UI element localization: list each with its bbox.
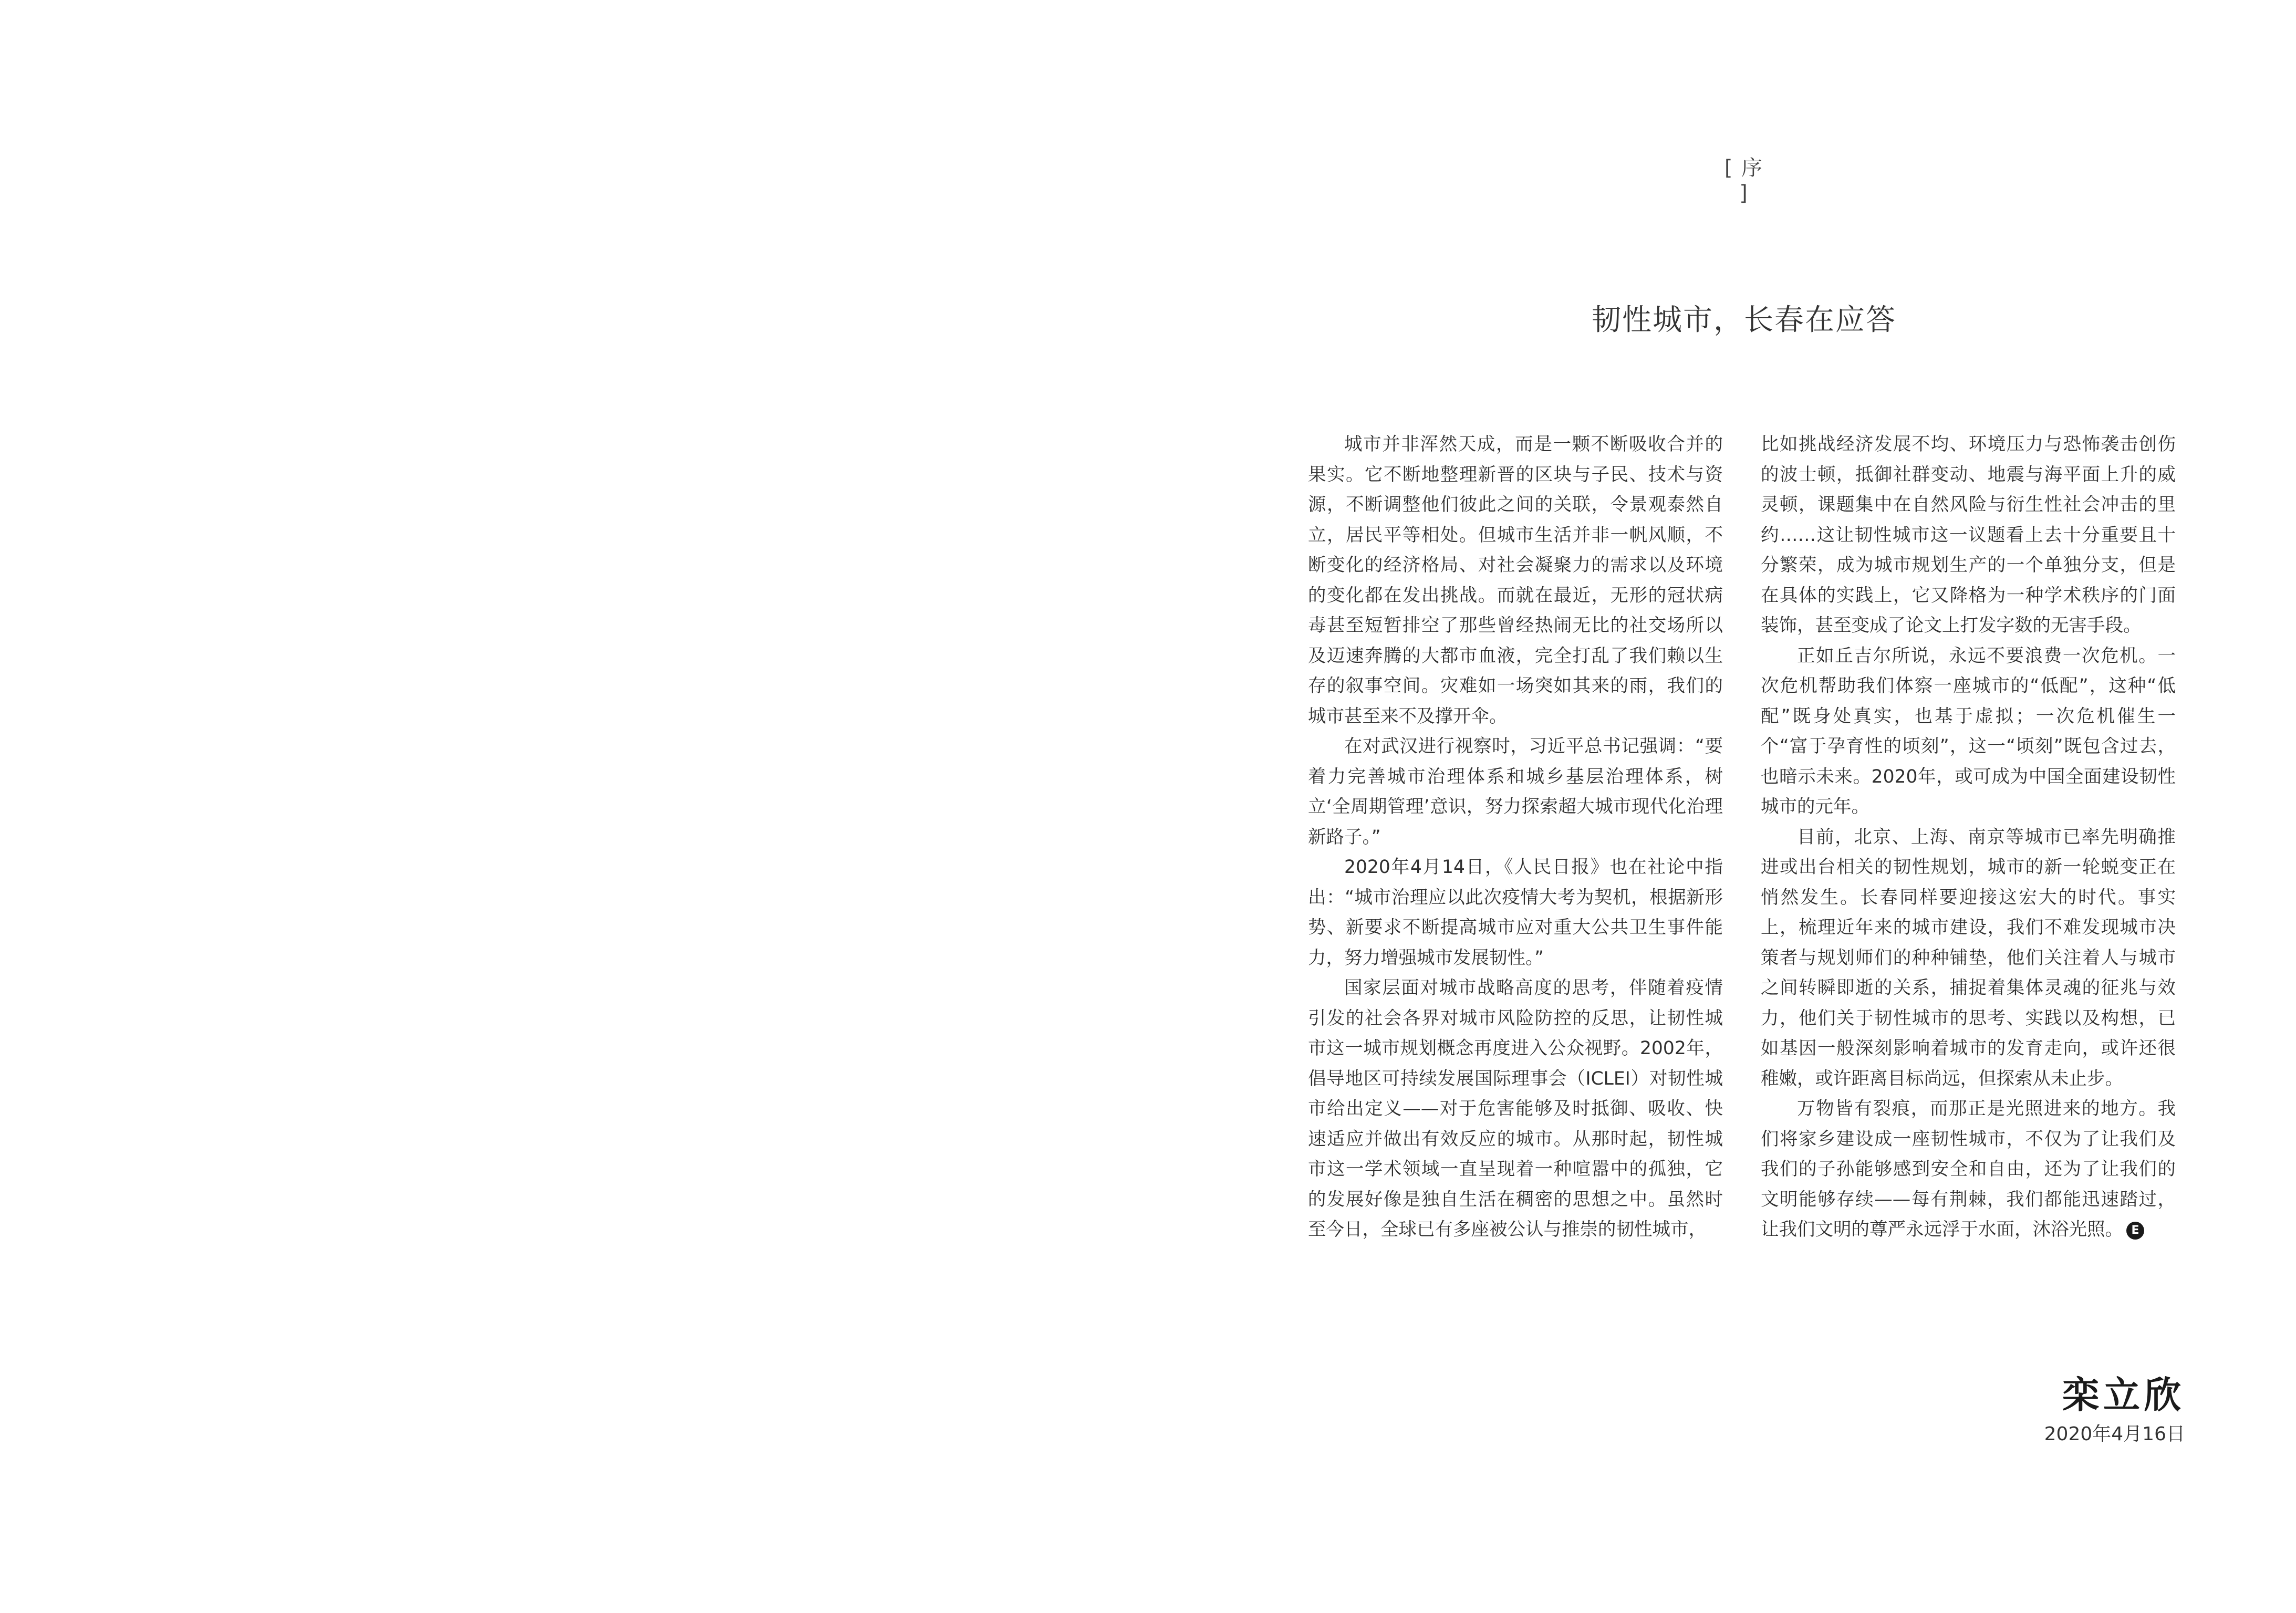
paragraph-final bbox=[1761, 1094, 2176, 1245]
paragraph: 2020年4月14日，《人民日报》也在社论中指出：“城市治理应以此次疫情大考为契机，根据新形势、新要求不断提高城市应对重大公共卫生事件能力，努力增强城市发展韧性。” bbox=[1308, 857, 1723, 969]
paragraph-final-text: 万物皆有裂痕，而那正是光照进来的地方。我们将家乡建设成一座韧性城市，不仅为了让我们及我们的子孙能够感到安全和自由，还为了让我们的文明能够存续——每有荆棘，我们都能迅速踏过，让我们文明的尊严永远浮于水面，沐浴光照。 bbox=[1761, 1098, 2176, 1240]
paragraph: 目前，北京、上海、南京等城市已率先明确推进或出台相关的韧性规划，城市的新一轮蜕变正在悄然发生。长春同样要迎接这宏大的时代。事实上，梳理近年来的城市建设，我们不难发现城市决策者与规划师们的种种铺垫，他们关注着人与城市之间转瞬即逝的关系，捕捉着集体灵魂的征兆与效力，他们关于韧性城市的思考、实践以及构想，已如基因一般深刻影响着城市的发育走向，或许还很稚嫩，或许距离目标尚远，但探索从未止步。 bbox=[1761, 826, 2176, 1089]
section-label: [ 序 ] bbox=[1724, 156, 1764, 205]
text-column-right bbox=[1761, 430, 2176, 1245]
author-signature: 栾立欣 bbox=[2062, 1373, 2185, 1417]
end-mark-icon: E bbox=[2126, 1222, 2144, 1240]
article-title: 韧性城市，长春在应答 bbox=[1592, 303, 1896, 337]
paragraph: 城市并非浑然天成，而是一颗不断吸收合并的果实。它不断地整理新晋的区块与子民、技术与资源，不断调整他们彼此之间的关联，令景观泰然自立，居民平等相处。但城市生活并非一帆风顺，不断变化的经济格局、对社会凝聚力的需求以及环境的变化都在发出挑战。而就在最近，无形的冠状病毒甚至短暂排空了那些曾经热闹无比的社交场所以及迈速奔腾的大都市血液，完全打乱了我们赖以生存的叙事空间。灾难如一场突如其来的雨，我们的城市甚至来不及撑开伞。 bbox=[1308, 434, 1723, 727]
paragraph-continued: 比如挑战经济发展不均、环境压力与恐怖袭击创伤的波士顿，抵御社群变动、地震与海平面上升的威灵顿，课题集中在自然风险与衍生性社会冲击的里约……这让韧性城市这一议题看上去十分重要且十分繁荣，成为城市规划生产的一个单独分支，但是在具体的实践上，它又降格为一种学术秩序的门面装饰，甚至变成了论文上打发字数的无害手段。 bbox=[1761, 434, 2176, 636]
paragraph: 在对武汉进行视察时，习近平总书记强调：“要着力完善城市治理体系和城乡基层治理体系，树立‘全周期管理’意识，努力探索超大城市现代化治理新路子。” bbox=[1308, 736, 1723, 848]
signature-date: 2020年4月16日 bbox=[2044, 1423, 2185, 1445]
paragraph: 国家层面对城市战略高度的思考，伴随着疫情引发的社会各界对城市风险防控的反思，让韧性城市这一城市规划概念再度进入公众视野。2002年，倡导地区可持续发展国际理事会（ICLEI）对韧性城市给出定义——对于危害能够及时抵御、吸收、快速适应并做出有效反应的城市。从那时起，韧性城市这一学术领域一直呈现着一种喧嚣中的孤独，它的发展好像是独自生活在稠密的思想之中。虽然时至今日，全球已有多座被公认与推崇的韧性城市， bbox=[1308, 977, 1723, 1240]
text-column-left bbox=[1308, 430, 1723, 1245]
paragraph: 正如丘吉尔所说，永远不要浪费一次危机。一次危机帮助我们体察一座城市的“低配”，这种“低配”既身处真实，也基于虚拟；一次危机催生一个“富于孕育性的顷刻”，这一“顷刻”既包含过去，也暗示未来。2020年，或可成为中国全面建设韧性城市的元年。 bbox=[1761, 645, 2176, 817]
